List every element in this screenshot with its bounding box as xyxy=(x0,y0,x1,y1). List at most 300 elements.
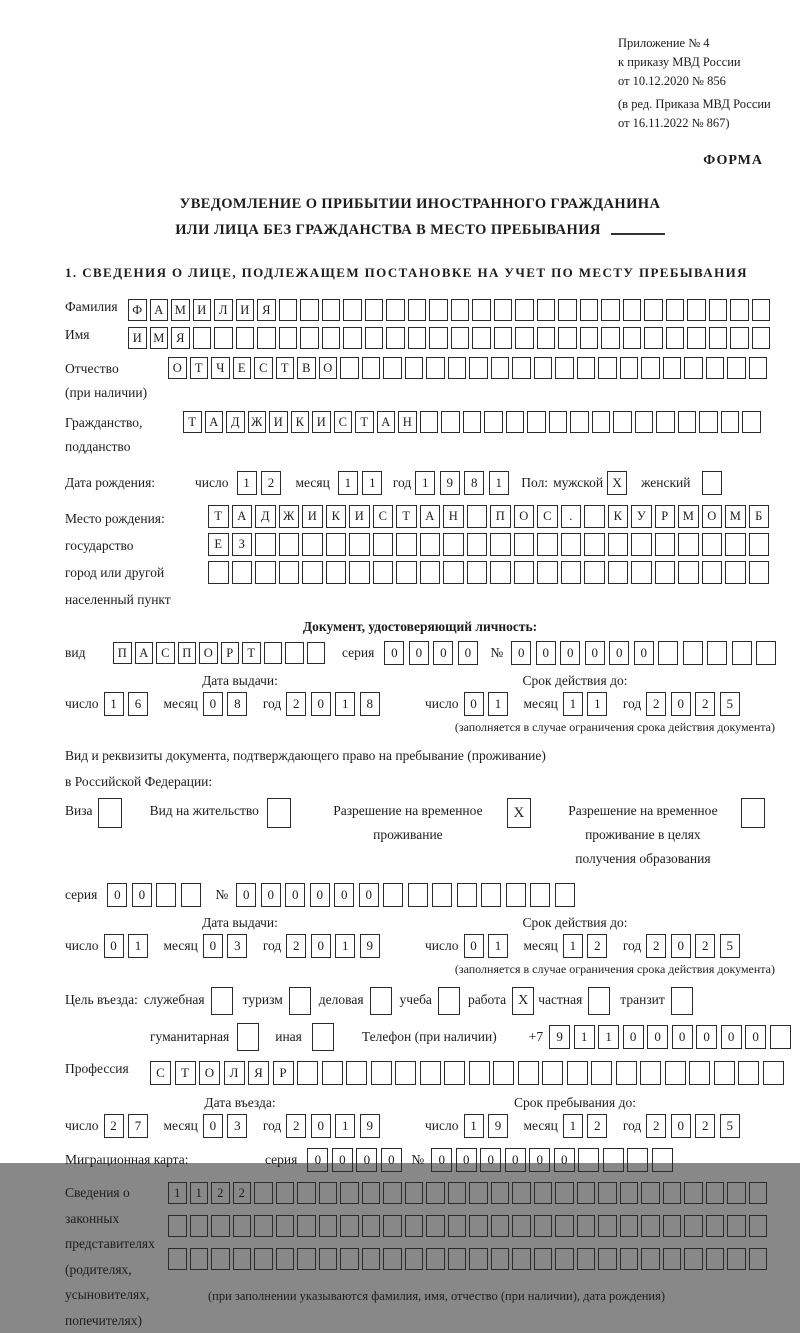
char-cell[interactable] xyxy=(714,1061,735,1085)
char-cell[interactable]: 1 xyxy=(563,934,583,958)
char-cell[interactable] xyxy=(749,533,770,556)
checkbox-gumanitarnaya[interactable] xyxy=(237,1023,259,1051)
char-cell[interactable] xyxy=(373,561,394,584)
char-cell[interactable]: 5 xyxy=(720,692,740,716)
char-cell[interactable] xyxy=(190,1215,209,1237)
char-cell[interactable] xyxy=(506,883,526,907)
char-cell[interactable] xyxy=(426,1215,445,1237)
char-cell[interactable] xyxy=(491,1182,510,1204)
char-cell[interactable] xyxy=(322,299,341,321)
char-cell[interactable]: 1 xyxy=(488,934,508,958)
char-cell[interactable]: 2 xyxy=(233,1182,252,1204)
residence-series-grid[interactable] xyxy=(107,883,205,907)
char-cell[interactable]: О xyxy=(199,1061,220,1085)
char-cell[interactable] xyxy=(678,411,697,433)
char-cell[interactable]: О xyxy=(514,505,535,528)
char-cell[interactable]: М xyxy=(150,327,169,349)
char-cell[interactable] xyxy=(451,327,470,349)
char-cell[interactable] xyxy=(709,299,728,321)
char-cell[interactable] xyxy=(405,1215,424,1237)
char-cell[interactable]: 0 xyxy=(529,1148,550,1172)
char-cell[interactable]: 0 xyxy=(307,1148,328,1172)
char-cell[interactable]: 0 xyxy=(356,1148,377,1172)
char-cell[interactable]: 8 xyxy=(360,692,380,716)
char-cell[interactable] xyxy=(232,561,253,584)
char-cell[interactable] xyxy=(512,357,531,379)
char-cell[interactable] xyxy=(644,299,663,321)
char-cell[interactable]: 2 xyxy=(695,692,715,716)
char-cell[interactable]: Ч xyxy=(211,357,230,379)
char-cell[interactable]: Л xyxy=(224,1061,245,1085)
char-cell[interactable] xyxy=(598,357,617,379)
checkbox-tranzit[interactable] xyxy=(671,987,693,1015)
char-cell[interactable]: 1 xyxy=(190,1182,209,1204)
char-cell[interactable]: 0 xyxy=(585,641,605,665)
char-cell[interactable] xyxy=(193,327,212,349)
char-cell[interactable] xyxy=(190,1248,209,1270)
char-cell[interactable] xyxy=(236,327,255,349)
char-cell[interactable] xyxy=(584,533,605,556)
char-cell[interactable]: 1 xyxy=(489,471,509,495)
char-cell[interactable] xyxy=(640,1061,661,1085)
char-cell[interactable]: 0 xyxy=(696,1025,717,1049)
checkbox-chastnaya[interactable] xyxy=(588,987,610,1015)
char-cell[interactable] xyxy=(340,1182,359,1204)
char-cell[interactable] xyxy=(577,357,596,379)
char-cell[interactable] xyxy=(343,327,362,349)
char-cell[interactable] xyxy=(530,883,550,907)
char-cell[interactable]: 0 xyxy=(511,641,531,665)
char-cell[interactable] xyxy=(558,327,577,349)
char-cell[interactable] xyxy=(297,1215,316,1237)
char-cell[interactable] xyxy=(443,561,464,584)
char-cell[interactable]: Т xyxy=(208,505,229,528)
char-cell[interactable] xyxy=(687,327,706,349)
char-cell[interactable]: 2 xyxy=(646,692,666,716)
char-cell[interactable] xyxy=(405,1182,424,1204)
char-cell[interactable]: 2 xyxy=(587,934,607,958)
char-cell[interactable] xyxy=(443,533,464,556)
char-cell[interactable] xyxy=(340,1248,359,1270)
profession-grid[interactable] xyxy=(150,1061,787,1085)
char-cell[interactable]: 6 xyxy=(128,692,148,716)
char-cell[interactable] xyxy=(383,1248,402,1270)
char-cell[interactable] xyxy=(181,883,201,907)
char-cell[interactable]: 1 xyxy=(574,1025,595,1049)
char-cell[interactable] xyxy=(264,642,283,664)
char-cell[interactable]: 0 xyxy=(261,883,281,907)
char-cell[interactable] xyxy=(577,1215,596,1237)
residence-issue-day-grid[interactable] xyxy=(104,934,153,958)
char-cell[interactable] xyxy=(506,411,525,433)
char-cell[interactable]: А xyxy=(205,411,224,433)
char-cell[interactable]: Т xyxy=(276,357,295,379)
char-cell[interactable] xyxy=(665,1061,686,1085)
char-cell[interactable]: 0 xyxy=(505,1148,526,1172)
char-cell[interactable]: Р xyxy=(273,1061,294,1085)
char-cell[interactable]: 1 xyxy=(563,692,583,716)
representatives-grid-1[interactable] xyxy=(168,1182,770,1204)
char-cell[interactable] xyxy=(749,1215,768,1237)
char-cell[interactable]: С xyxy=(373,505,394,528)
char-cell[interactable]: 1 xyxy=(587,692,607,716)
char-cell[interactable] xyxy=(578,1148,599,1172)
char-cell[interactable] xyxy=(613,411,632,433)
char-cell[interactable]: 0 xyxy=(384,641,404,665)
char-cell[interactable]: 0 xyxy=(721,1025,742,1049)
char-cell[interactable] xyxy=(300,327,319,349)
char-cell[interactable] xyxy=(608,561,629,584)
char-cell[interactable] xyxy=(211,1248,230,1270)
char-cell[interactable]: 0 xyxy=(609,641,629,665)
char-cell[interactable]: 1 xyxy=(128,934,148,958)
char-cell[interactable]: А xyxy=(420,505,441,528)
char-cell[interactable] xyxy=(561,533,582,556)
stay-month-grid[interactable] xyxy=(563,1114,612,1138)
char-cell[interactable] xyxy=(727,357,746,379)
char-cell[interactable]: 1 xyxy=(335,692,355,716)
char-cell[interactable] xyxy=(279,327,298,349)
char-cell[interactable] xyxy=(666,327,685,349)
entry-day-grid[interactable] xyxy=(104,1114,153,1138)
char-cell[interactable]: З xyxy=(232,533,253,556)
char-cell[interactable]: Т xyxy=(396,505,417,528)
char-cell[interactable]: 2 xyxy=(646,1114,666,1138)
char-cell[interactable] xyxy=(555,1248,574,1270)
char-cell[interactable]: 0 xyxy=(332,1148,353,1172)
char-cell[interactable] xyxy=(644,327,663,349)
citizenship-grid[interactable] xyxy=(183,411,764,433)
char-cell[interactable]: 0 xyxy=(310,883,330,907)
char-cell[interactable]: 1 xyxy=(335,934,355,958)
char-cell[interactable] xyxy=(297,1248,316,1270)
char-cell[interactable]: А xyxy=(135,642,154,664)
char-cell[interactable] xyxy=(684,1248,703,1270)
char-cell[interactable] xyxy=(732,641,752,665)
char-cell[interactable]: Я xyxy=(171,327,190,349)
char-cell[interactable]: 0 xyxy=(560,641,580,665)
char-cell[interactable] xyxy=(591,1061,612,1085)
char-cell[interactable] xyxy=(472,327,491,349)
char-cell[interactable] xyxy=(706,1215,725,1237)
doc-number-grid[interactable] xyxy=(511,641,781,665)
char-cell[interactable] xyxy=(721,411,740,433)
char-cell[interactable]: 0 xyxy=(623,1025,644,1049)
char-cell[interactable] xyxy=(467,533,488,556)
char-cell[interactable]: М xyxy=(725,505,746,528)
char-cell[interactable] xyxy=(444,1061,465,1085)
char-cell[interactable] xyxy=(319,1215,338,1237)
char-cell[interactable] xyxy=(706,1182,725,1204)
char-cell[interactable]: 0 xyxy=(409,641,429,665)
char-cell[interactable] xyxy=(663,1215,682,1237)
char-cell[interactable]: А xyxy=(150,299,169,321)
char-cell[interactable] xyxy=(749,561,770,584)
char-cell[interactable] xyxy=(365,299,384,321)
char-cell[interactable] xyxy=(620,1215,639,1237)
char-cell[interactable]: 1 xyxy=(362,471,382,495)
char-cell[interactable]: 0 xyxy=(433,641,453,665)
char-cell[interactable] xyxy=(405,357,424,379)
char-cell[interactable]: 0 xyxy=(671,692,691,716)
char-cell[interactable] xyxy=(208,561,229,584)
birth-place-grid-2[interactable] xyxy=(208,533,772,556)
char-cell[interactable] xyxy=(279,561,300,584)
char-cell[interactable] xyxy=(340,1215,359,1237)
char-cell[interactable]: Я xyxy=(257,299,276,321)
char-cell[interactable] xyxy=(326,561,347,584)
char-cell[interactable]: У xyxy=(631,505,652,528)
checkbox-residence-permit[interactable] xyxy=(267,798,291,828)
char-cell[interactable] xyxy=(156,883,176,907)
char-cell[interactable] xyxy=(319,1248,338,1270)
char-cell[interactable] xyxy=(518,1061,539,1085)
char-cell[interactable]: 0 xyxy=(203,934,223,958)
char-cell[interactable]: П xyxy=(178,642,197,664)
char-cell[interactable]: И xyxy=(302,505,323,528)
char-cell[interactable] xyxy=(641,1182,660,1204)
char-cell[interactable]: А xyxy=(377,411,396,433)
char-cell[interactable] xyxy=(386,299,405,321)
char-cell[interactable]: 1 xyxy=(335,1114,355,1138)
char-cell[interactable]: 0 xyxy=(236,883,256,907)
char-cell[interactable] xyxy=(448,1182,467,1204)
char-cell[interactable] xyxy=(448,1215,467,1237)
char-cell[interactable] xyxy=(738,1061,759,1085)
given-name-grid[interactable] xyxy=(128,327,773,349)
char-cell[interactable] xyxy=(383,357,402,379)
char-cell[interactable] xyxy=(725,533,746,556)
char-cell[interactable] xyxy=(255,533,276,556)
char-cell[interactable] xyxy=(598,1182,617,1204)
char-cell[interactable] xyxy=(302,561,323,584)
char-cell[interactable]: Б xyxy=(749,505,770,528)
char-cell[interactable] xyxy=(349,533,370,556)
char-cell[interactable] xyxy=(683,641,703,665)
char-cell[interactable]: 2 xyxy=(261,471,281,495)
char-cell[interactable] xyxy=(340,357,359,379)
char-cell[interactable] xyxy=(527,411,546,433)
char-cell[interactable] xyxy=(395,1061,416,1085)
char-cell[interactable] xyxy=(678,533,699,556)
char-cell[interactable]: 8 xyxy=(464,471,484,495)
char-cell[interactable] xyxy=(405,1248,424,1270)
char-cell[interactable] xyxy=(214,327,233,349)
char-cell[interactable] xyxy=(756,641,776,665)
char-cell[interactable] xyxy=(709,327,728,349)
issue-day-grid[interactable] xyxy=(104,692,153,716)
char-cell[interactable]: С xyxy=(150,1061,171,1085)
char-cell[interactable] xyxy=(623,327,642,349)
char-cell[interactable] xyxy=(752,327,771,349)
char-cell[interactable]: 0 xyxy=(634,641,654,665)
char-cell[interactable] xyxy=(555,883,575,907)
char-cell[interactable] xyxy=(490,533,511,556)
char-cell[interactable]: 3 xyxy=(227,1114,247,1138)
char-cell[interactable]: 0 xyxy=(554,1148,575,1172)
char-cell[interactable]: Н xyxy=(398,411,417,433)
char-cell[interactable] xyxy=(514,561,535,584)
char-cell[interactable] xyxy=(684,1182,703,1204)
char-cell[interactable] xyxy=(254,1182,273,1204)
char-cell[interactable] xyxy=(279,299,298,321)
char-cell[interactable] xyxy=(386,327,405,349)
char-cell[interactable] xyxy=(584,505,605,528)
char-cell[interactable]: О xyxy=(199,642,218,664)
representatives-grid-3[interactable] xyxy=(168,1248,770,1270)
stay-year-grid[interactable] xyxy=(646,1114,744,1138)
char-cell[interactable] xyxy=(493,1061,514,1085)
char-cell[interactable] xyxy=(383,1215,402,1237)
char-cell[interactable] xyxy=(276,1215,295,1237)
surname-grid[interactable] xyxy=(128,299,773,321)
char-cell[interactable] xyxy=(297,1061,318,1085)
checkbox-turizm[interactable] xyxy=(289,987,311,1015)
checkbox-temporary-residence-education[interactable] xyxy=(741,798,765,828)
char-cell[interactable]: А xyxy=(232,505,253,528)
char-cell[interactable] xyxy=(512,1248,531,1270)
char-cell[interactable] xyxy=(448,1248,467,1270)
char-cell[interactable] xyxy=(570,411,589,433)
char-cell[interactable]: И xyxy=(312,411,331,433)
char-cell[interactable] xyxy=(432,883,452,907)
char-cell[interactable] xyxy=(420,533,441,556)
char-cell[interactable] xyxy=(584,561,605,584)
char-cell[interactable] xyxy=(494,299,513,321)
char-cell[interactable] xyxy=(534,1182,553,1204)
char-cell[interactable]: С xyxy=(334,411,353,433)
char-cell[interactable]: Д xyxy=(226,411,245,433)
char-cell[interactable]: 0 xyxy=(458,641,478,665)
phone-grid[interactable] xyxy=(549,1025,794,1049)
char-cell[interactable] xyxy=(555,1182,574,1204)
char-cell[interactable] xyxy=(426,1248,445,1270)
char-cell[interactable] xyxy=(396,533,417,556)
char-cell[interactable]: И xyxy=(128,327,147,349)
char-cell[interactable]: К xyxy=(326,505,347,528)
char-cell[interactable]: И xyxy=(193,299,212,321)
char-cell[interactable] xyxy=(620,1182,639,1204)
checkbox-female[interactable] xyxy=(702,471,722,495)
char-cell[interactable]: 2 xyxy=(286,692,306,716)
stay-day-grid[interactable] xyxy=(464,1114,513,1138)
checkbox-visa[interactable] xyxy=(98,798,122,828)
char-cell[interactable] xyxy=(343,299,362,321)
char-cell[interactable] xyxy=(730,299,749,321)
char-cell[interactable] xyxy=(484,411,503,433)
char-cell[interactable] xyxy=(257,327,276,349)
char-cell[interactable] xyxy=(383,883,403,907)
char-cell[interactable]: М xyxy=(678,505,699,528)
char-cell[interactable] xyxy=(689,1061,710,1085)
char-cell[interactable]: Т xyxy=(175,1061,196,1085)
char-cell[interactable] xyxy=(631,561,652,584)
char-cell[interactable] xyxy=(749,1182,768,1204)
char-cell[interactable] xyxy=(254,1248,273,1270)
char-cell[interactable] xyxy=(663,1248,682,1270)
char-cell[interactable]: 2 xyxy=(695,934,715,958)
char-cell[interactable] xyxy=(319,1182,338,1204)
char-cell[interactable] xyxy=(362,1215,381,1237)
char-cell[interactable]: 1 xyxy=(598,1025,619,1049)
char-cell[interactable] xyxy=(514,533,535,556)
char-cell[interactable] xyxy=(601,327,620,349)
birth-day-grid[interactable] xyxy=(237,471,286,495)
char-cell[interactable] xyxy=(469,1248,488,1270)
char-cell[interactable] xyxy=(577,1248,596,1270)
char-cell[interactable] xyxy=(365,327,384,349)
char-cell[interactable]: 0 xyxy=(672,1025,693,1049)
patronymic-grid[interactable] xyxy=(168,357,770,379)
char-cell[interactable] xyxy=(687,299,706,321)
char-cell[interactable]: 0 xyxy=(285,883,305,907)
char-cell[interactable]: 3 xyxy=(227,934,247,958)
char-cell[interactable] xyxy=(515,299,534,321)
char-cell[interactable]: 1 xyxy=(168,1182,187,1204)
char-cell[interactable]: 0 xyxy=(456,1148,477,1172)
migration-series-grid[interactable] xyxy=(307,1148,405,1172)
char-cell[interactable]: 0 xyxy=(203,1114,223,1138)
char-cell[interactable] xyxy=(684,1215,703,1237)
char-cell[interactable] xyxy=(307,642,326,664)
char-cell[interactable]: 0 xyxy=(745,1025,766,1049)
char-cell[interactable] xyxy=(752,299,771,321)
birth-month-grid[interactable] xyxy=(338,471,387,495)
char-cell[interactable]: 1 xyxy=(338,471,358,495)
char-cell[interactable]: М xyxy=(171,299,190,321)
char-cell[interactable] xyxy=(255,561,276,584)
char-cell[interactable]: П xyxy=(113,642,132,664)
char-cell[interactable]: П xyxy=(490,505,511,528)
char-cell[interactable] xyxy=(749,1248,768,1270)
char-cell[interactable] xyxy=(383,1182,402,1204)
char-cell[interactable] xyxy=(467,561,488,584)
char-cell[interactable] xyxy=(322,1061,343,1085)
char-cell[interactable]: 0 xyxy=(480,1148,501,1172)
char-cell[interactable] xyxy=(168,1248,187,1270)
char-cell[interactable] xyxy=(555,357,574,379)
char-cell[interactable] xyxy=(512,1182,531,1204)
char-cell[interactable] xyxy=(770,1025,791,1049)
birth-place-grid-1[interactable] xyxy=(208,505,772,528)
doc-kind-grid[interactable] xyxy=(113,642,328,664)
char-cell[interactable]: 2 xyxy=(211,1182,230,1204)
char-cell[interactable] xyxy=(285,642,304,664)
char-cell[interactable]: 0 xyxy=(311,934,331,958)
char-cell[interactable] xyxy=(276,1182,295,1204)
char-cell[interactable] xyxy=(749,357,768,379)
char-cell[interactable]: 0 xyxy=(334,883,354,907)
char-cell[interactable]: Д xyxy=(255,505,276,528)
char-cell[interactable] xyxy=(742,411,761,433)
checkbox-rabota[interactable]: X xyxy=(512,987,534,1015)
char-cell[interactable] xyxy=(373,533,394,556)
char-cell[interactable] xyxy=(362,357,381,379)
char-cell[interactable] xyxy=(702,561,723,584)
char-cell[interactable] xyxy=(448,357,467,379)
char-cell[interactable] xyxy=(616,1061,637,1085)
char-cell[interactable] xyxy=(168,1215,187,1237)
char-cell[interactable] xyxy=(297,1182,316,1204)
char-cell[interactable]: Ж xyxy=(279,505,300,528)
residence-issue-year-grid[interactable] xyxy=(286,934,384,958)
char-cell[interactable]: 1 xyxy=(104,692,124,716)
char-cell[interactable] xyxy=(663,357,682,379)
char-cell[interactable] xyxy=(233,1248,252,1270)
char-cell[interactable]: 2 xyxy=(646,934,666,958)
char-cell[interactable] xyxy=(254,1215,273,1237)
char-cell[interactable]: 2 xyxy=(695,1114,715,1138)
